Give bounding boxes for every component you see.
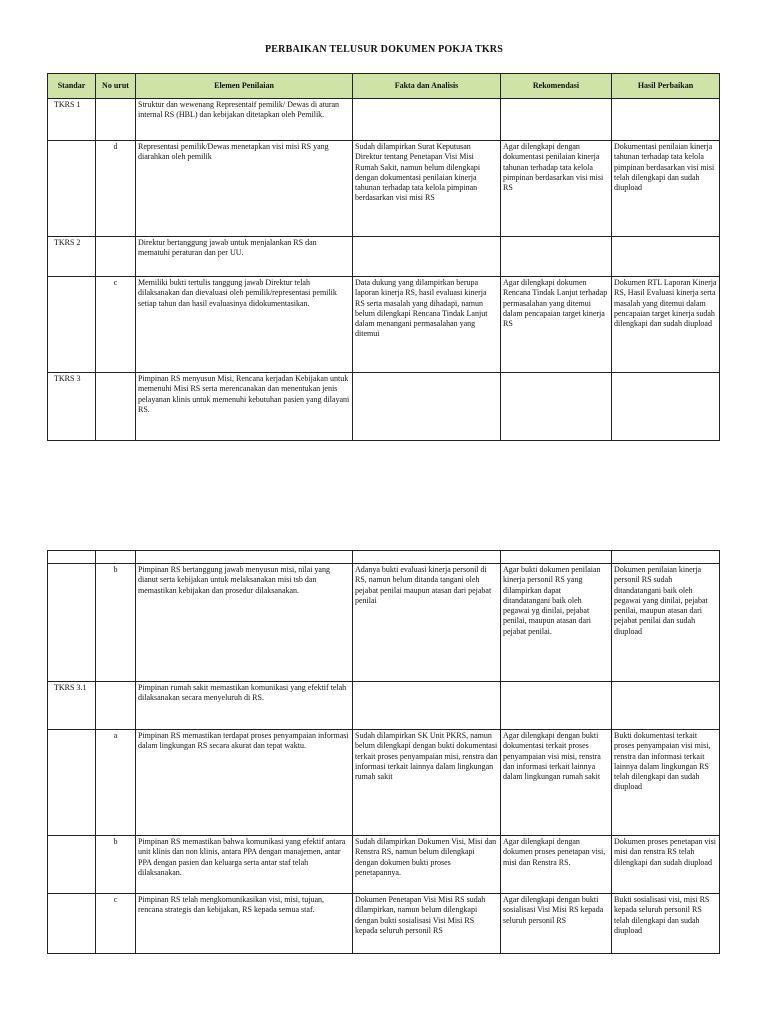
header-standar: Standar (48, 74, 96, 99)
cell-standar (48, 730, 96, 836)
cell-elemen: Memiliki bukti tertulis tanggung jawab Direktur telah dilaksanakan dan dievaluasi oleh pemilik/representasi pemilik setiap tahun dan hasil evaluasinya didokumentasikan. (136, 277, 353, 373)
cell-hasil (612, 237, 720, 277)
cell-fakta: Data dukung yang dilampirkan berupa laporan kinerja RS, hasil evaluasi kinerja RS serta masalah yang dihadapi, namun belum dilengkapi Rencana Tindak Lanjut dalam menangani permasalahan yang ditemui (353, 277, 501, 373)
cell-no-urut (96, 682, 136, 730)
cell-standar: TKRS 1 (48, 99, 96, 141)
table-row (48, 564, 720, 682)
cell-elemen: Pimpinan RS bertanggung jawab menyusun misi, nilai yang dianut serta kebijakan untuk melaksanakan misi tsb dan memastikan kebijakan dan prosedur dilaksanakan. (136, 564, 353, 682)
cell-hasil: Bukti dokumentasi terkait proses penyampaian visi misi, renstra dan informasi terkait lainnya dalam lingkungan RS telah dilengkapi dan sudah diupload (612, 730, 720, 836)
cell-elemen (136, 551, 353, 564)
cell-hasil (612, 551, 720, 564)
table-row (48, 99, 720, 141)
table-row (48, 730, 720, 836)
cell-hasil (612, 373, 720, 441)
cell-elemen: Direktur bertanggung jawab untuk menjalankan RS dan mematuhi peraturan dan per UU. (136, 237, 353, 277)
cell-standar (48, 551, 96, 564)
cell-fakta (353, 373, 501, 441)
header-rekomendasi: Rekomendasi (501, 74, 612, 99)
cell-no-urut: b (96, 564, 136, 682)
cell-standar: TKRS 3.1 (48, 682, 96, 730)
cell-no-urut (96, 237, 136, 277)
page-title: PERBAIKAN TELUSUR DOKUMEN POKJA TKRS (265, 44, 503, 55)
cell-fakta: Sudah dilampirkan SK Unit PKRS, namun belum dilengkapi dengan bukti dokumentasi terkait proses penyampaian misi, renstra dan informasi terkait lainnya dalam lingkungan rumah sakit (353, 730, 501, 836)
cell-rekomendasi: Agar dilengkapi dokumen Rencana Tindak Lanjut terhadap permasalahan yang ditemui dalam pencapaian target kinerja RS (501, 277, 612, 373)
cell-elemen: Struktur dan wewenang Representaif pemilik/ Dewas di aturan internal RS (HBL) dan kebijakan ditetapkan oleh Pemilik. (136, 99, 353, 141)
cell-elemen: Pimpinan RS memastikan terdapat proses penyampaian informasi dalam lingkungan RS secara akurat dan tepat waktu. (136, 730, 353, 836)
cell-fakta: Dokumen Penetapan Visi Misi RS sudah dilampirkan, namun belum dilengkapi dengan bukti sosialisasi Visi Misi RS kepada seluruh personil RS (353, 894, 501, 954)
cell-fakta (353, 237, 501, 277)
cell-no-urut: b (96, 836, 136, 894)
cell-rekomendasi: Agar dilengkapi dengan dokumentasi penilaian kinerja tahunan terhadap tata kelola pimpinan berdasarkan visi misi RS (501, 141, 612, 237)
table-row (48, 894, 720, 954)
cell-fakta: Adanya bukti evaluasi kinerja personil di RS, namun belum ditanda tangani oleh pejabat penilai maupun atasan dari pejabat penilai (353, 564, 501, 682)
table-row (48, 836, 720, 894)
cell-hasil: Bukti sosialisasi visi, misi RS kepada seluruh personil RS telah dilengkapi dan sudah diupload (612, 894, 720, 954)
table-row (48, 551, 720, 564)
cell-rekomendasi (501, 373, 612, 441)
cell-elemen: Representasi pemilik/Dewas menetapkan visi misi RS yang diarahkan oleh pemilik (136, 141, 353, 237)
evaluation-table-page-1 (47, 73, 720, 441)
cell-no-urut: c (96, 277, 136, 373)
cell-rekomendasi: Agar bukti dokumen penilaian kinerja personil RS yang dilampirkan dapat ditandatangani baik oleh pegawai yg dinilai, pejabat penilai, maupun atasan dari pejabat penilai. (501, 564, 612, 682)
cell-standar (48, 836, 96, 894)
cell-fakta (353, 682, 501, 730)
cell-rekomendasi (501, 551, 612, 564)
cell-fakta (353, 551, 501, 564)
cell-fakta: Sudah dilampirkan Dokumen Visi, Misi dan Renstra RS, namun belum dilengkapi dengan dokumen bukti proses penetapannya. (353, 836, 501, 894)
cell-standar: TKRS 2 (48, 237, 96, 277)
evaluation-table-page-2 (47, 550, 720, 954)
cell-no-urut: a (96, 730, 136, 836)
header-fakta-analisis: Fakta dan Analisis (353, 74, 501, 99)
table-row (48, 237, 720, 277)
cell-rekomendasi (501, 682, 612, 730)
cell-rekomendasi (501, 99, 612, 141)
cell-hasil: Dokumentasi penilaian kinerja tahunan terhadap tata kelola pimpinan berdasarkan visi misi telah dilengkapi dan sudah diupload (612, 141, 720, 237)
header-row (48, 74, 720, 99)
table-row (48, 277, 720, 373)
cell-elemen: Pimpinan RS telah mengkomunikasikan visi, misi, tujuan, rencana strategis dan kebijakan, RS kepada semua staf. (136, 894, 353, 954)
cell-standar (48, 141, 96, 237)
cell-hasil (612, 99, 720, 141)
header-no-urut: No urut (96, 74, 136, 99)
cell-hasil: Dokumen RTL Laporan Kinerja RS, Hasil Evaluasi kinerja serta masalah yang ditemui dalam pencapaian target kinerja sudah dilengkapi dan sudah diupload (612, 277, 720, 373)
cell-rekomendasi: Agar dilengkapi dengan bukti dokumentasi terkait proses penyampaian visi misi, renstra dan informasi terkait lainnya dalam lingkungan rumah sakit (501, 730, 612, 836)
cell-rekomendasi: Agar dilengkapi dengan bukti sosialisasi Visi Misi RS kepada seluruh personil RS (501, 894, 612, 954)
cell-fakta (353, 99, 501, 141)
table-row (48, 682, 720, 730)
cell-hasil: Dokumen penilaian kinerja personil RS sudah ditandatangani baik oleh pegawai yang dinilai, pejabat penilai, maupun atasan dari pejabat penilai dan sudah diupload (612, 564, 720, 682)
cell-standar (48, 564, 96, 682)
cell-hasil (612, 682, 720, 730)
header-elemen-penilaian: Elemen Penilaian (136, 74, 353, 99)
table-row (48, 141, 720, 237)
cell-no-urut (96, 373, 136, 441)
cell-no-urut (96, 551, 136, 564)
cell-no-urut: d (96, 141, 136, 237)
header-hasil-perbaikan: Hasil Perbaikan (612, 74, 720, 99)
table-row (48, 373, 720, 441)
cell-rekomendasi: Agar dilengkapi dengan dokumen proses penetapan visi, misi dan Renstra RS. (501, 836, 612, 894)
cell-standar: TKRS 3 (48, 373, 96, 441)
cell-standar (48, 894, 96, 954)
cell-elemen: Pimpinan rumah sakit memastikan komunikasi yang efektif telah dilaksanakan secara menyeluruh di RS. (136, 682, 353, 730)
cell-no-urut: c (96, 894, 136, 954)
cell-rekomendasi (501, 237, 612, 277)
cell-standar (48, 277, 96, 373)
cell-hasil: Dokumen proses penetapan visi misi dan renstra RS telah dilengkapi dan sudah diupload (612, 836, 720, 894)
cell-fakta: Sudah dilampirkan Surat Keputusan Direktur tentang Penetapan Visi Misi Rumah Sakit, namun belum dilengkapi dengan dokumentasi penilaian kinerja tahunan terhadap tata kelola pimpinan berdasarkan visi misi RS (353, 141, 501, 237)
cell-no-urut (96, 99, 136, 141)
cell-elemen: Pimpinan RS menyusun Misi, Rencana kerjadan Kebijakan untuk memenuhi Misi RS serta merencanakan dan menentukan jenis pelayanan klinis untuk memenuhi kebutuhan pasien yang dilayani RS. (136, 373, 353, 441)
cell-elemen: Pimpinan RS memastikan bahwa komunikasi yang efektif antara unit klinis dan non klinis, antara PPA dengan manajemen, antar PPA dengan pasien dan keluarga serta antar staf telah dilaksanakan. (136, 836, 353, 894)
